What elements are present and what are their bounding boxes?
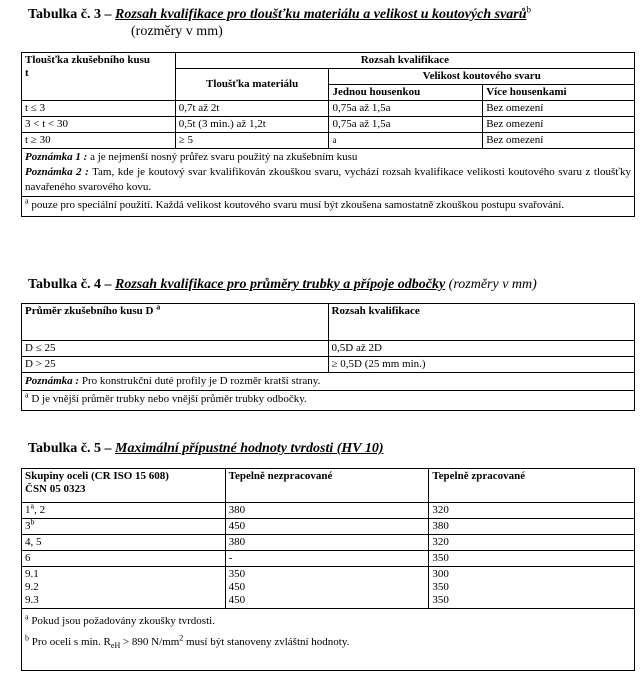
t5-footnote-a-mark: a — [25, 612, 29, 622]
t5-cell-raw: 380 — [225, 535, 429, 551]
t4-note — [22, 373, 635, 391]
t4-head-d-label: Průměr zkušebního kusu D — [25, 305, 154, 317]
t4-cell-range: ≥ 0,5D (25 mm min.) — [328, 357, 635, 373]
t3-cell-single: 0,75a až 1,5a — [329, 101, 483, 117]
t5-raw-9-3: 450 — [228, 594, 246, 606]
t5-head-group2: ČSN 05 0323 — [25, 483, 86, 495]
t5-cell-treated-9 — [429, 567, 635, 609]
table3-title: Rozsah kvalifikace pro tloušťku materiálu a velikost u koutových svarů — [115, 7, 527, 22]
t5-footnote-b-sub: eH — [110, 641, 121, 651]
t5-treated-9-3: 350 — [432, 594, 449, 606]
table4-title: Rozsah kvalifikace pro průměry trubky a přípoje odbočky — [115, 277, 446, 292]
t5-footnotes — [22, 609, 635, 671]
t5-cell-group — [22, 503, 226, 519]
t4-footnote-a-mark: a — [25, 390, 29, 400]
t3-head-t: t — [25, 67, 29, 79]
t3-note2-text: Tam, kde je koutový svar kvalifikován zkouškou svaru, vychází rozsah kvalifikace velikosti koutového svaru z tloušťky navařeného svarového kovu. — [25, 166, 631, 193]
t5-cell-raw: - — [225, 551, 429, 567]
t5-footnote-a-text: Pokud jsou požadovány zkoušky tvrdosti. — [28, 615, 215, 627]
t5-footnote-b-pre: Pro oceli s min. R — [29, 636, 111, 648]
t5-raw-9-2: 450 — [228, 581, 246, 593]
t5-treated-9-2: 350 — [432, 581, 449, 593]
t3-footnote-a-mark: a — [25, 196, 29, 206]
t3-cell-multi: Bez omezení — [483, 101, 635, 117]
t4-head-range: Rozsah kvalifikace — [328, 304, 635, 341]
table-row — [22, 519, 635, 535]
t3-note1-label: Poznámka 1 : — [25, 151, 88, 163]
t3-note2-label: Poznámka 2 : — [25, 166, 89, 178]
t5-group-9-2: 9.2 — [25, 581, 39, 593]
table-row — [22, 117, 635, 133]
t3-cell-multi: Bez omezení — [483, 133, 635, 149]
t5-head-treated: Tepelně zpracované — [429, 469, 635, 503]
t4-cell-d: D ≤ 25 — [22, 341, 329, 357]
t5-footnote-b-post: musí být stanoveny zvláštní hodnoty. — [183, 636, 350, 648]
table-row — [22, 567, 635, 609]
t5-group-sup: a — [30, 501, 35, 511]
table-row — [22, 503, 635, 519]
t5-cell-group: 4, 5 — [22, 535, 226, 551]
t3-cell-single: a — [329, 133, 483, 149]
t5-cell-raw: 380 — [225, 503, 429, 519]
t5-cell-treated: 350 — [429, 551, 635, 567]
t3-head-single: Jednou housenkou — [329, 85, 483, 101]
table3-title-sup: b — [526, 4, 532, 15]
table-row — [22, 551, 635, 567]
t3-head-size: Velikost koutového svaru — [329, 69, 635, 85]
table4-prefix: Tabulka č. 4 – — [28, 277, 112, 292]
t3-cell-multi: Bez omezení — [483, 117, 635, 133]
table-row — [22, 535, 635, 551]
table5-prefix: Tabulka č. 5 – — [28, 441, 112, 456]
table5 — [21, 468, 635, 671]
table-row — [22, 133, 635, 149]
t5-group-9-3: 9.3 — [25, 594, 39, 606]
table3-caption — [28, 6, 531, 23]
table3-prefix: Tabulka č. 3 – — [28, 7, 112, 22]
t4-head-d — [22, 304, 329, 341]
table4-unit: (rozměry v mm) — [448, 277, 537, 292]
t5-cell-treated: 320 — [429, 503, 635, 519]
t5-cell-group — [22, 519, 226, 535]
t3-footnote-a-text: pouze pro speciální použití. Každá velikost koutového svaru musí být zkoušena samostatně zkouškou postupu svařování. — [28, 199, 565, 211]
t3-cell-t: t ≥ 30 — [22, 133, 176, 149]
t4-head-d-sup: a — [156, 302, 161, 312]
t3-note1-text: a je nejmenší nosný průřez svaru použitý na zkušebním kusu — [87, 151, 358, 163]
table3 — [21, 52, 635, 217]
table3-unit: (rozměry v mm) — [131, 24, 223, 39]
t3-head-material: Tloušťka materiálu — [175, 69, 329, 101]
t5-group-tail: , 2 — [34, 504, 46, 516]
table5-caption — [28, 440, 384, 457]
table-row — [22, 357, 635, 373]
t3-footnote-a — [22, 197, 635, 217]
t4-note-text: Pro konstrukční duté profily je D rozměr kratší strany. — [79, 375, 321, 387]
t4-note-label: Poznámka : — [25, 375, 80, 387]
t5-group-9-1: 9.1 — [25, 568, 39, 580]
t5-group-num: 1 — [25, 504, 31, 516]
t5-head-group1: Skupiny oceli (CR ISO 15 608) — [25, 470, 169, 482]
t3-cell-mat: ≥ 5 — [175, 133, 329, 149]
t3-cell-t: t ≤ 3 — [22, 101, 176, 117]
t3-cell-single: 0,75a až 1,5a — [329, 117, 483, 133]
t3-head-multi: Více housenkami — [483, 85, 635, 101]
t5-cell-raw-9 — [225, 567, 429, 609]
t5-group-num: 3 — [25, 520, 31, 532]
t5-cell-group-9 — [22, 567, 226, 609]
t3-notes — [22, 149, 635, 197]
t3-head-range: Rozsah kvalifikace — [175, 53, 634, 69]
t5-footnote-b-sup: 2 — [179, 633, 184, 643]
t4-footnote-a — [22, 391, 635, 411]
table4-caption — [28, 276, 537, 293]
t5-cell-group: 6 — [22, 551, 226, 567]
t3-cell-mat: 0,7t až 2t — [175, 101, 329, 117]
table-row — [22, 341, 635, 357]
t3-cell-mat: 0,5t (3 min.) až 1,2t — [175, 117, 329, 133]
t5-head-group — [22, 469, 226, 503]
table4 — [21, 303, 635, 411]
t5-treated-9-1: 300 — [432, 568, 449, 580]
table-row — [22, 101, 635, 117]
table5-title: Maximální přípustné hodnoty tvrdosti (HV 10) — [115, 441, 384, 456]
t4-cell-range: 0,5D až 2D — [328, 341, 635, 357]
t4-footnote-a-text: D je vnější průměr trubky nebo vnější průměr trubky odbočky. — [28, 393, 307, 405]
t5-group-sup: b — [30, 517, 35, 527]
t3-cell-t: 3 < t < 30 — [22, 117, 176, 133]
t5-cell-treated: 380 — [429, 519, 635, 535]
t3-head-thickness — [22, 53, 176, 101]
t5-footnote-b-mid: > 890 N/mm — [120, 636, 180, 648]
t5-cell-raw: 450 — [225, 519, 429, 535]
t5-head-raw: Tepelně nezpracované — [225, 469, 429, 503]
t5-footnote-b-mark: b — [25, 633, 29, 643]
t4-cell-d: D > 25 — [22, 357, 329, 373]
t3-head-thickness-label: Tloušťka zkušebního kusu — [25, 54, 150, 66]
t5-raw-9-1: 350 — [228, 568, 246, 580]
t5-cell-treated: 320 — [429, 535, 635, 551]
